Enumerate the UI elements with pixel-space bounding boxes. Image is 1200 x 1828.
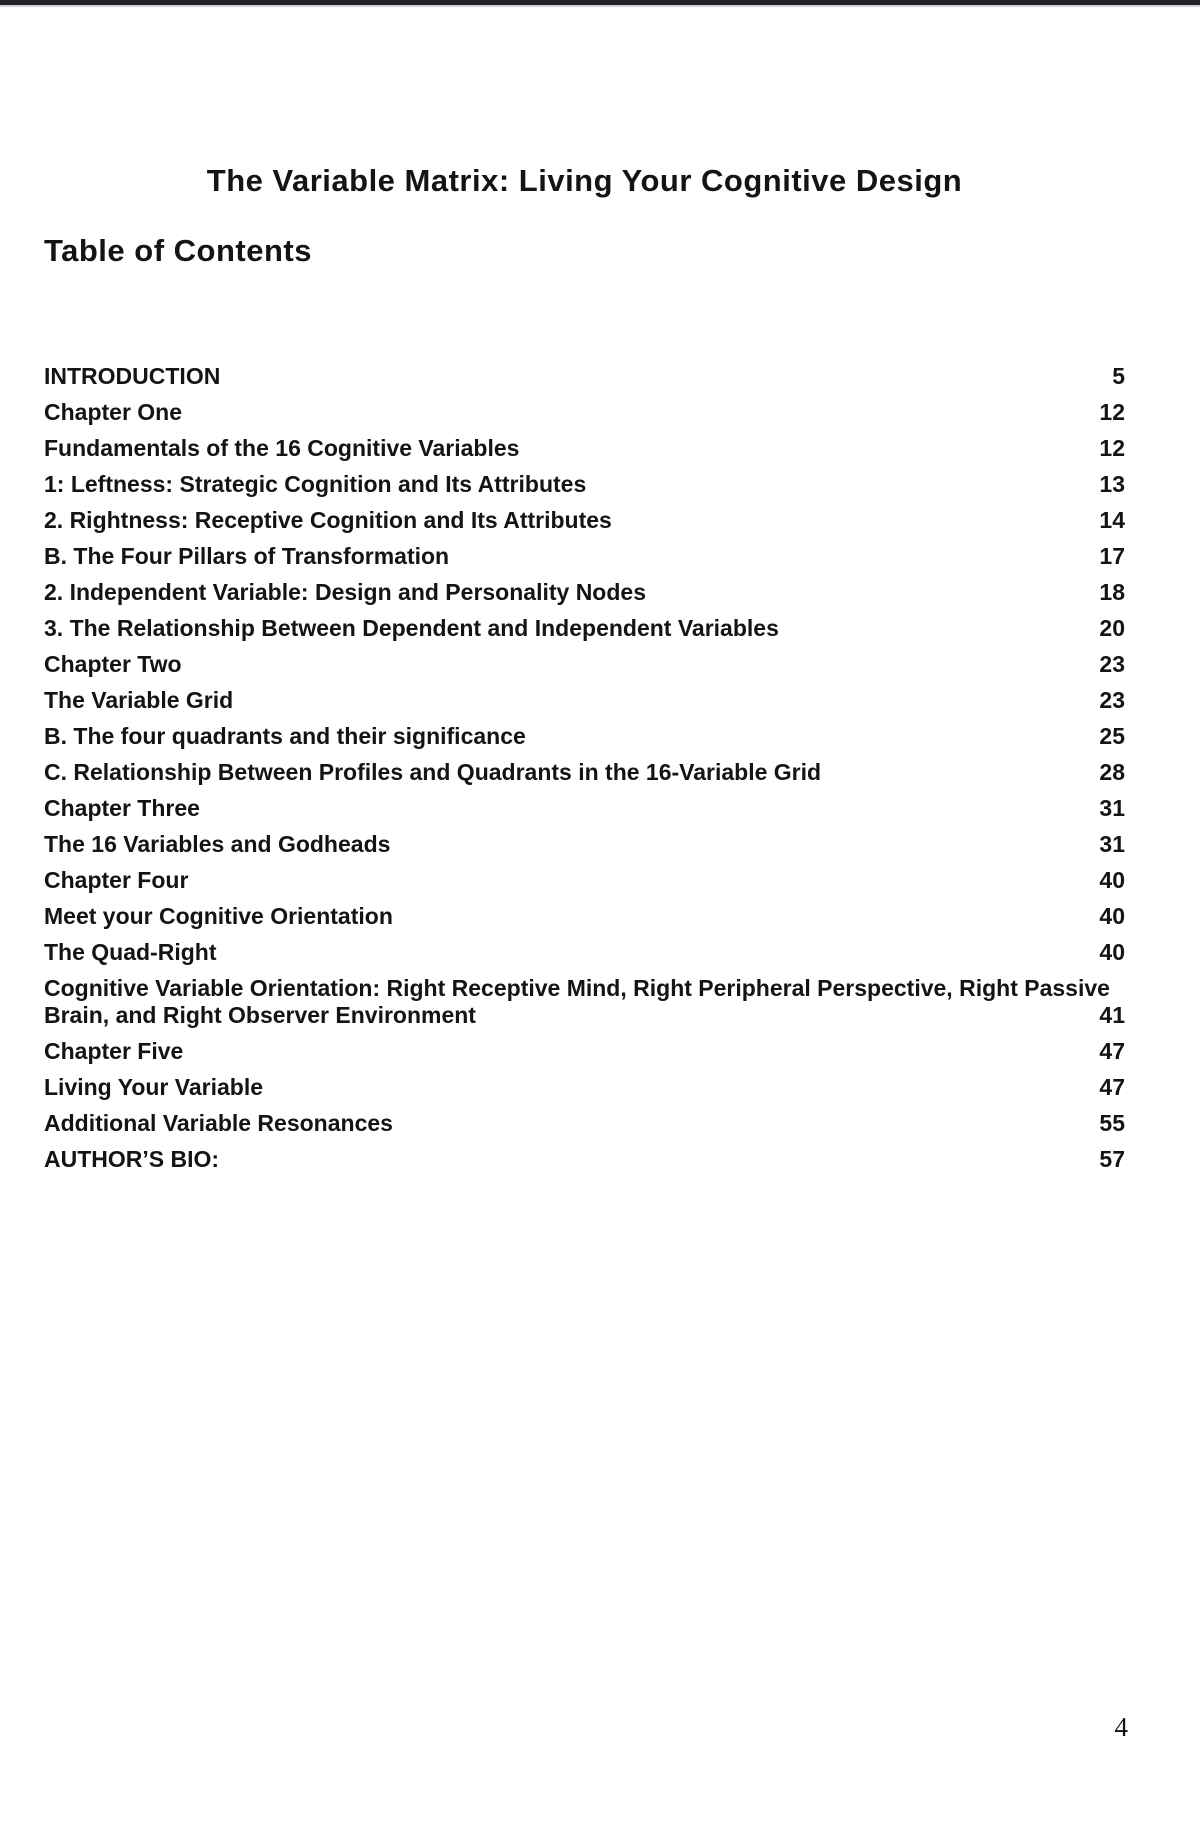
toc-entry[interactable]	[44, 651, 1125, 678]
toc-entry-page: 18	[1099, 579, 1125, 605]
toc-entry-label: Chapter Two	[44, 651, 182, 677]
toc-entry-label: Chapter Four	[44, 867, 189, 893]
toc-entry-label: 2. Rightness: Receptive Cognition and Its Attributes	[44, 507, 612, 533]
page-number: 4	[1114, 1712, 1128, 1742]
toc-entry[interactable]	[44, 435, 1125, 462]
toc-entry-label: 2. Independent Variable: Design and Personality Nodes	[44, 579, 646, 605]
toc-entry-label: Chapter One	[44, 399, 183, 425]
toc-entry-page: 17	[1099, 543, 1125, 569]
toc-entry-label: INTRODUCTION	[44, 363, 221, 389]
toc-entry[interactable]	[44, 1038, 1125, 1065]
toc-entry-page: 5	[1112, 363, 1125, 389]
toc-entry[interactable]	[44, 399, 1125, 426]
toc-entry-page: 40	[1099, 903, 1125, 929]
toc-entry[interactable]	[44, 975, 1125, 1029]
toc-entry-label: Chapter Three	[44, 795, 200, 821]
toc-entry-page: 13	[1099, 471, 1125, 497]
toc-entry[interactable]	[44, 867, 1125, 894]
top-bar	[0, 0, 1200, 7]
toc-entry-page: 40	[1099, 939, 1125, 965]
toc-entry-label: Cognitive Variable Orientation: Right Receptive Mind, Right Peripheral Perspective, Right Passive Brain, and Right Observer Environment	[44, 975, 1110, 1028]
toc-entry-label: Living Your Variable	[44, 1074, 263, 1100]
toc-entry[interactable]	[44, 831, 1125, 858]
toc-entry-label: B. The four quadrants and their significance	[44, 723, 526, 749]
toc-entry-page: 23	[1099, 687, 1125, 713]
document-page	[0, 162, 1200, 1173]
book-title: The Variable Matrix: Living Your Cognitive Design	[206, 163, 963, 198]
toc-entry-page: 23	[1099, 651, 1125, 677]
toc-entry-page: 55	[1099, 1110, 1125, 1136]
toc-entry-page: 28	[1099, 759, 1125, 785]
toc-entry-label: B. The Four Pillars of Transformation	[44, 543, 450, 569]
toc-entry[interactable]	[44, 615, 1125, 642]
toc-entry-page: 31	[1099, 795, 1125, 821]
toc-heading: Table of Contents	[44, 233, 312, 268]
toc-entry-page: 31	[1099, 831, 1125, 857]
toc-entry-page: 25	[1099, 723, 1125, 749]
toc-entry-label: Additional Variable Resonances	[44, 1110, 393, 1136]
toc-entry-label: Meet your Cognitive Orientation	[44, 903, 393, 929]
toc-entry-label: Chapter Five	[44, 1038, 184, 1064]
toc-entry[interactable]	[44, 579, 1125, 606]
toc-entry[interactable]	[44, 687, 1125, 714]
toc-entry-label: 3. The Relationship Between Dependent and Independent Variables	[44, 615, 779, 641]
toc-entry-page: 14	[1099, 507, 1125, 533]
toc-entry-page: 20	[1099, 615, 1125, 641]
toc-entry[interactable]	[44, 939, 1125, 966]
toc-entry-label: C. Relationship Between Profiles and Quadrants in the 16-Variable Grid	[44, 759, 822, 785]
toc-entry[interactable]	[44, 1110, 1125, 1137]
toc-entry[interactable]	[44, 1074, 1125, 1101]
toc-entry-label: The Quad-Right	[44, 939, 217, 965]
toc-entry-label: The Variable Grid	[44, 687, 234, 713]
toc-entry[interactable]	[44, 543, 1125, 570]
toc-entry[interactable]	[44, 795, 1125, 822]
toc-entry-page: 47	[1099, 1038, 1125, 1064]
toc-entry-label: AUTHOR’S BIO:	[44, 1146, 220, 1172]
toc-entry[interactable]	[44, 471, 1125, 498]
toc-entry-page: 12	[1099, 399, 1125, 425]
toc-entry[interactable]	[44, 723, 1125, 750]
toc-entry[interactable]	[44, 1146, 1125, 1173]
toc-entry-page: 12	[1099, 435, 1125, 461]
toc-entry-page: 40	[1099, 867, 1125, 893]
toc-entry-page: 57	[1099, 1146, 1125, 1172]
toc-entry[interactable]	[44, 507, 1125, 534]
toc-entry-page: 47	[1099, 1074, 1125, 1100]
toc-entry[interactable]	[44, 759, 1125, 786]
toc-entry-label: 1: Leftness: Strategic Cognition and Its Attributes	[44, 471, 587, 497]
toc-entry-page: 41	[1099, 1002, 1125, 1028]
toc-list	[44, 363, 1125, 1173]
toc-entry-label: Fundamentals of the 16 Cognitive Variables	[44, 435, 520, 461]
toc-entry[interactable]	[44, 363, 1125, 390]
toc-entry[interactable]	[44, 903, 1125, 930]
toc-entry-label: The 16 Variables and Godheads	[44, 831, 391, 857]
